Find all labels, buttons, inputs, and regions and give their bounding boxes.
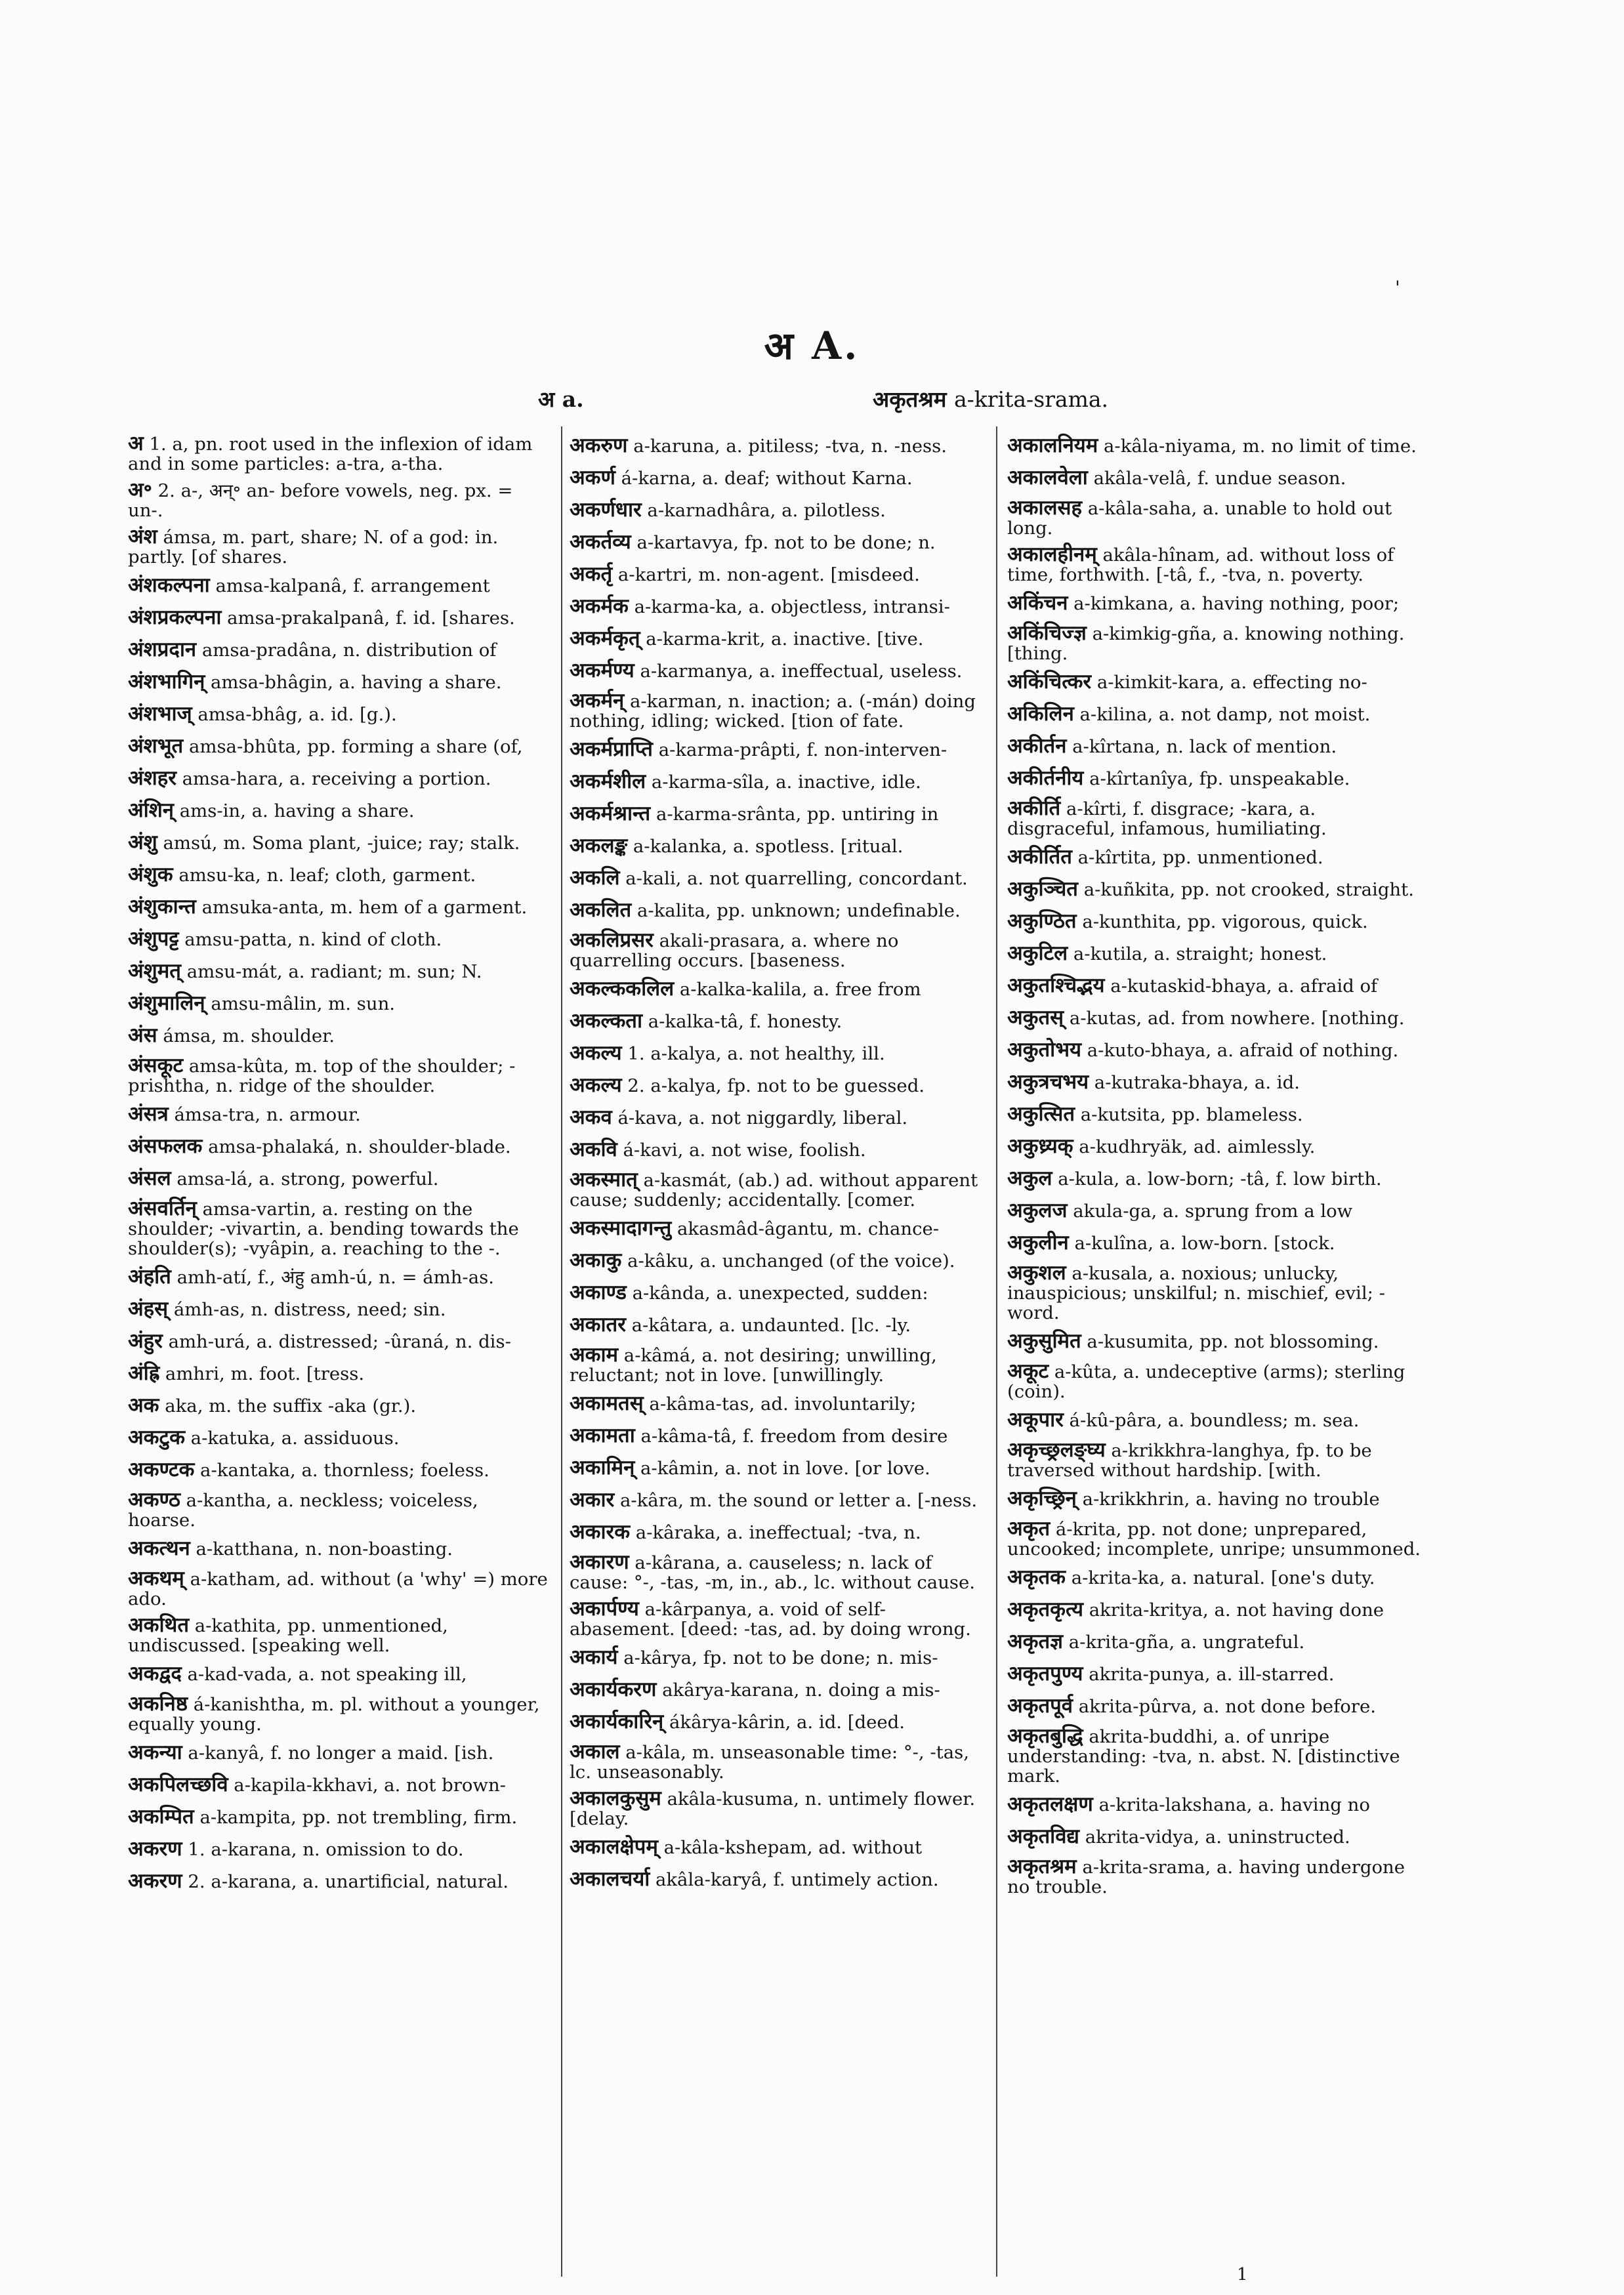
entry-headword: अकृतश्रम [1007,1855,1077,1878]
entry-headword: अकस्मादागन्तु [570,1216,672,1240]
entry-headword: अकलि [570,866,620,890]
dictionary-entry: अंहुर amh-urá, a. distressed; -ûraná, n. dis- [128,1329,511,1353]
dictionary-entry: अंशहर amsa-hara, a. receiving a portion. [128,766,491,790]
entry-headword: अकरण [128,1837,182,1861]
entry-headword: अंशु [128,831,157,854]
dictionary-entry: अकरण 2. a-karana, a. unartificial, natural. [128,1869,509,1893]
dictionary-entry: अकल्कता a-kalka-tâ, f. honesty. [570,1009,843,1033]
dictionary-entry: अकल्य 1. a-kalya, a. not healthy, ill. [570,1041,885,1065]
dictionary-entry: अकृतक a-krita-ka, a. natural. [one's duty. [1007,1565,1375,1589]
dictionary-entry: अकृतपूर्व akrita-pûrva, a. not done before. [1007,1694,1376,1718]
entry-headword: अकामतस् [570,1392,644,1415]
entry-headword: अकनिष्ठ [128,1692,188,1716]
entry-headword: अंहुर [128,1329,163,1353]
entry-headword: अकरण [128,1869,182,1893]
entry-headword: अकम्पित [128,1805,194,1829]
entry-headword: अकुटिल [1007,941,1068,965]
entry-headword: अकुलज [1007,1199,1068,1222]
dictionary-entry: अकटुक a-katuka, a. assiduous. [128,1426,400,1449]
dictionary-entry: अकुशल a-kusala, a. noxious; unlucky, inauspicious; unskilful; n. mischief, evil; -word. [1007,1261,1385,1323]
dictionary-entry: अकुसुमित a-kusumita, pp. not blossoming. [1007,1329,1379,1353]
dictionary-entry: अंशुकान्त amsuka-anta, m. hem of a garment. [128,895,528,919]
dictionary-entry: अकृतबुद्धि akrita-buddhi, a. of unripe understanding: -tva, n. abst. N. [distinctive mark. [1007,1724,1400,1787]
entry-headword: अकालहीनम् [1007,543,1097,566]
headword-right-latin: a-krita-srama. [953,386,1109,412]
entry-headword: अंसफलक [128,1134,203,1158]
dictionary-entry: अकर्मन् a-karman, n. inaction; a. (-mán) doing nothing, idling; wicked. [tion of fate. [570,689,976,732]
dictionary-entry: अकद्वद a-kad-vada, a. not speaking ill, [128,1662,467,1685]
column-3 [1007,430,1427,1899]
entry-headword: अकृच्छ्रलङ्घ्य [1007,1438,1106,1462]
entry-headword: अकथित [128,1613,189,1637]
dictionary-entry: अकुण्ठित a-kunthita, pp. vigorous, quick. [1007,909,1368,933]
entry-headword: अंसवर्तिन् [128,1197,197,1220]
entry-headword: अंसल [128,1167,171,1190]
entry-headword: अकालनियम [1007,434,1098,457]
entry-headword: अंशभाज् [128,702,192,726]
entry-headword: अकर्तव्य [570,530,631,554]
entry-headword: अंशुक [128,863,173,886]
entry-headword: अंसत्र [128,1102,169,1126]
dictionary-entry: अकीर्तित a-kîrtita, pp. unmentioned. [1007,845,1323,869]
entry-headword: अ [128,432,144,455]
entry-headword: अकल्कता [570,1009,642,1033]
entry-headword: अकुशल [1007,1261,1066,1285]
entry-headword: अकुलीन [1007,1231,1069,1254]
entry-headword: अकालचर्या [570,1867,650,1891]
dictionary-entry: अकार्पण्य a-kârpanya, a. void of self-abasement. [deed: -tas, ad. by doing wrong. [570,1597,971,1640]
dictionary-entry: अंशभूत amsa-bhûta, pp. forming a share (of, [128,734,523,758]
dictionary-entry: अ 1. a, pn. root used in the inflexion of idam and in some particles: a-tra, a-tha. [128,432,533,474]
entry-headword: अकीर्तित [1007,845,1072,869]
entry-headword: अकातर [570,1313,626,1336]
dictionary-entry: अकार्यकरण akârya-karana, n. doing a mis- [570,1678,940,1701]
dictionary-entry: अंसकूट amsa-kûta, m. top of the shoulder; -prishtha, n. ridge of the shoulder. [128,1054,516,1096]
dictionary-entry: अकालनियम a-kâla-niyama, m. no limit of time. [1007,434,1417,457]
dictionary-entry: अकलित a-kalita, pp. unknown; undefinable. [570,898,961,922]
dictionary-entry: अकव á-kava, a. not niggardly, liberal. [570,1106,908,1129]
entry-headword: अकाल [570,1740,620,1764]
entry-headword: अकर्मश्रान्त [570,802,651,825]
dictionary-entry: अकूपार á-kû-pâra, a. boundless; m. sea. [1007,1408,1360,1432]
stray-mark: ' [1395,277,1400,299]
entry-headword: अकल्ककलिल [570,977,675,1001]
entry-headword: अंशभागिन् [128,670,205,693]
column-rule [996,426,997,2277]
entry-headword: अंशुमालिन् [128,991,205,1015]
entry-headword: अकपिलच्छवि [128,1773,228,1796]
dictionary-entry: अकामिन् a-kâmin, a. not in love. [or love. [570,1456,930,1479]
entry-headword: अंशुपट्ट [128,927,179,951]
dictionary-entry: अंशिन् ams-in, a. having a share. [128,798,415,822]
entry-headword: अकुल [1007,1167,1052,1190]
entry-headword: अकर्मण्य [570,659,635,682]
dictionary-entry: अकलि a-kali, a. not quarrelling, concordant. [570,866,968,890]
dictionary-entry: अकृच्छ्रिन् a-krikkhrin, a. having no trouble [1007,1487,1380,1510]
entry-headword: अंहस् [128,1297,169,1321]
entry-headword: अकण्टक [128,1458,195,1481]
dictionary-entry: अकिंचिज्ज्ञ a-kimkig-gña, a. knowing nothing. [thing. [1007,621,1405,664]
dictionary-entry: अकीर्तनीय a-kîrtanîya, fp. unspeakable. [1007,766,1350,790]
entry-headword: अकालसह [1007,496,1082,520]
entry-headword: अकर्मन् [570,689,625,713]
dictionary-entry: अकालक्षेपम् a-kâla-kshepam, ad. without [570,1835,923,1859]
dictionary-entry: अकाम a-kâmá, a. not desiring; unwilling, reluctant; not in love. [unwillingly. [570,1343,937,1386]
dictionary-entry: अंसफलक amsa-phalaká, n. shoulder-blade. [128,1134,511,1158]
dictionary-entry: अकृच्छ्रलङ्घ्य a-krikkhra-langhya, fp. to be traversed without hardship. [with. [1007,1438,1372,1481]
dictionary-entry: अंसवर्तिन् amsa-vartin, a. resting on the shoulder; -vivartin, a. bending towards the shoulder(s); -vyâpin, a. reaching to the -. [128,1197,519,1259]
entry-headword: अकाम [570,1343,619,1367]
entry-headword: अकव [570,1106,612,1129]
dictionary-entry: अकर्मण्य a-karmanya, a. ineffectual, useless. [570,659,963,682]
entry-headword: अकिंचिज्ज्ञ [1007,621,1087,645]
dictionary-entry: अकीर्तन a-kîrtana, n. lack of mention. [1007,734,1337,758]
dictionary-entry: अकुतोभय a-kuto-bhaya, a. afraid of nothing. [1007,1038,1399,1062]
dictionary-entry: अंसल amsa-lá, a. strong, powerful. [128,1167,439,1190]
dictionary-entry: अक aka, m. the suffix -aka (gr.). [128,1394,417,1417]
entry-headword: अकुञ्चित [1007,877,1078,901]
dictionary-entry: अकुत्सित a-kutsita, pp. blameless. [1007,1102,1303,1126]
dictionary-entry: अंशुक amsu-ka, n. leaf; cloth, garment. [128,863,476,886]
entry-headword: अकामिन् [570,1456,635,1479]
dictionary-entry: अकीर्ति a-kîrti, f. disgrace; -kara, a. disgraceful, infamous, humiliating. [1007,796,1327,839]
entry-headword: अकीर्तनीय [1007,766,1084,790]
headword-right [873,384,1108,413]
dictionary-entry: अकाकु a-kâku, a. unchanged (of the voice). [570,1249,955,1272]
entry-headword: अकटुक [128,1426,185,1449]
dictionary-entry: अंसत्र ámsa-tra, n. armour. [128,1102,361,1126]
dictionary-entry: अकुध्र्यक् a-kudhryäk, ad. aimlessly. [1007,1134,1316,1158]
dictionary-entry: अकस्मादागन्तु akasmâd-âgantu, m. chance- [570,1216,940,1240]
dictionary-entry: अकुत्रचभय a-kutraka-bhaya, a. id. [1007,1070,1300,1094]
entry-headword: अकुतस् [1007,1006,1064,1029]
dictionary-entry: अकृत á-krita, pp. not done; unprepared, uncooked; incomplete, unripe; unsummoned. [1007,1517,1421,1560]
entry-headword: अकलङ्क [570,834,628,858]
entry-headword: अकल्य [570,1073,622,1097]
dictionary-entry: अकार a-kâra, m. the sound or letter a. [-ness. [570,1488,978,1512]
entry-headword: अकालवेला [1007,466,1088,489]
entry-headword: अकुतोभय [1007,1038,1081,1062]
entry-headword: अकुध्र्यक् [1007,1134,1073,1158]
headword-right-devanagari: अकृतश्रम [873,386,947,412]
dictionary-entry: अंशु amsú, m. Soma plant, -juice; ray; stalk. [128,831,520,854]
page-number: 1 [1237,2265,1248,2285]
entry-headword: अकृतकृत्य [1007,1598,1083,1621]
dictionary-entry: अकार्य a-kârya, fp. not to be done; n. mis- [570,1645,938,1669]
dictionary-entry: अंशकल्पना amsa-kalpanâ, f. arrangement [128,573,490,597]
entry-headword: अ॰ [128,478,152,502]
column-rule [561,426,562,2277]
dictionary-entry: अंश ámsa, m. part, share; N. of a god: in. partly. [of shares. [128,525,499,568]
entry-headword: अंशप्रकल्पना [128,606,222,629]
dictionary-entry: अकर्तव्य a-kartavya, fp. not to be done; n. [570,530,936,554]
page-title: अ A. [764,323,860,368]
dictionary-entry: अकिंचित्कर a-kimkit-kara, a. effecting no- [1007,670,1367,693]
dictionary-entry: अकूट a-kûta, a. undeceptive (arms); sterling (coin). [1007,1359,1405,1402]
dictionary-entry: अंशप्रदान amsa-pradâna, n. distribution of [128,638,497,661]
entry-headword: अकथम् [128,1567,184,1590]
entry-headword: अकुतश्चिद्भय [1007,974,1105,997]
entry-headword: अकवि [570,1138,617,1161]
dictionary-entry: अकल्ककलिल a-kalka-kalila, a. free from [570,977,921,1001]
entry-headword: अकिंचन [1007,591,1068,615]
entry-headword: अकन्या [128,1741,182,1764]
dictionary-entry: अकुतश्चिद्भय a-kutaskid-bhaya, a. afraid of [1007,974,1378,997]
column-2 [570,430,989,1895]
entry-headword: अंहति [128,1265,171,1289]
dictionary-entry: अकपिलच्छवि a-kapila-kkhavi, a. not brown- [128,1773,506,1796]
entry-headword: अकालक्षेपम् [570,1835,658,1859]
entry-headword: अकृतज्ञ [1007,1630,1064,1653]
dictionary-entry: अकथम् a-katham, ad. without (a 'why' =) more ado. [128,1567,548,1609]
entry-headword: अकीर्तन [1007,734,1067,758]
entry-headword: अकर्णधार [570,498,642,522]
dictionary-entry: अकातर a-kâtara, a. undaunted. [lc. -ly. [570,1313,911,1336]
dictionary-entry: अकामता a-kâma-tâ, f. freedom from desire [570,1424,948,1447]
dictionary-entry: अकल्य 2. a-kalya, fp. not to be guessed. [570,1073,925,1097]
dictionary-entry: अंशभागिन् amsa-bhâgin, a. having a share. [128,670,502,693]
entry-headword: अकृत [1007,1517,1051,1540]
dictionary-entry: अकार्यकारिन् ákârya-kârin, a. id. [deed. [570,1710,906,1733]
entry-headword: अकार्यकरण [570,1678,657,1701]
dictionary-entry: अकर्मप्राप्ति a-karma-prâpti, f. non-interven- [570,737,947,761]
entry-headword: अकण्ठ [128,1488,180,1512]
entry-headword: अकर्मकृत् [570,627,640,650]
entry-headword: अकारक [570,1520,631,1544]
entry-headword: अकारण [570,1550,629,1574]
dictionary-entry: अकुल a-kula, a. low-born; -tâ, f. low birth. [1007,1167,1382,1190]
entry-headword: अकार्यकारिन् [570,1710,664,1733]
entry-headword: अकूट [1007,1359,1049,1383]
dictionary-entry: अकामतस् a-kâma-tas, ad. involuntarily; [570,1392,917,1415]
entry-headword: अकस्मात् [570,1168,638,1191]
column-1 [128,430,548,1897]
entry-headword: अकिंचित्कर [1007,670,1092,693]
entry-headword: अकार्य [570,1645,618,1669]
dictionary-entry: अकरण 1. a-karana, n. omission to do. [128,1837,464,1861]
dictionary-entry: अकन्या a-kanyâ, f. no longer a maid. [ish. [128,1741,494,1764]
dictionary-entry: अकरुण a-karuna, a. pitiless; -tva, n. -ness. [570,434,947,457]
dictionary-entry: अकण्टक a-kantaka, a. thornless; foeless. [128,1458,489,1481]
dictionary-entry: अकृतज्ञ a-krita-gña, a. ungrateful. [1007,1630,1305,1653]
entry-headword: अकार्पण्य [570,1597,639,1621]
entry-headword: अकाण्ड [570,1281,627,1304]
dictionary-entry: अकालसह a-kâla-saha, a. unable to hold out long. [1007,496,1392,539]
dictionary-entry: अंस ámsa, m. shoulder. [128,1023,335,1047]
dictionary-entry: अकुञ्चित a-kuñkita, pp. not crooked, straight. [1007,877,1414,901]
entry-headword: अकाकु [570,1249,622,1272]
dictionary-entry: अकत्थन a-katthana, n. non-boasting. [128,1537,453,1560]
dictionary-entry: अकर्मश्रान्त a-karma-srânta, pp. untiring in [570,802,939,825]
entry-headword: अकल्य [570,1041,622,1065]
dictionary-entry: अकर्मशील a-karma-sîla, a. inactive, idle. [570,770,921,793]
entry-headword: अकृच्छ्रिन् [1007,1487,1077,1510]
dictionary-entry: अकालचर्या akâla-karyâ, f. untimely action. [570,1867,939,1891]
dictionary-entry: अकनिष्ठ á-kanishtha, m. pl. without a younger, equally young. [128,1692,540,1735]
entry-headword: अकृतबुद्धि [1007,1724,1083,1748]
dictionary-entry: अंशप्रकल्पना amsa-prakalpanâ, f. id. [shares. [128,606,515,629]
dictionary-entry: अकर्तृ a-kartri, m. non-agent. [misdeed. [570,562,920,586]
dictionary-entry: अकुतस् a-kutas, ad. from nowhere. [nothing. [1007,1006,1405,1029]
dictionary-entry: अकाल a-kâla, m. unseasonable time: °-, -tas, lc. unseasonably. [570,1740,969,1783]
entry-headword: अक [128,1394,159,1417]
dictionary-entry: अंहस् ámh-as, n. distress, need; sin. [128,1297,446,1321]
dictionary-entry: अकवि á-kavi, a. not wise, foolish. [570,1138,866,1161]
entry-headword: अकामता [570,1424,635,1447]
dictionary-entry: अकृतकृत्य akrita-kritya, a. not having done [1007,1598,1385,1621]
dictionary-entry: अंशभाज् amsa-bhâg, a. id. [g.). [128,702,397,726]
entry-headword: अकृतविद्य [1007,1825,1079,1848]
entry-headword: अकर्मप्राप्ति [570,737,653,761]
dictionary-entry: अकारण a-kârana, a. causeless; n. lack of cause: °-, -tas, -m, in., ab., lc. without cause. [570,1550,976,1593]
entry-headword: अंशप्रदान [128,638,197,661]
entry-headword: अंशभूत [128,734,184,758]
dictionary-entry: अंशुपट्ट amsu-patta, n. kind of cloth. [128,927,442,951]
dictionary-entry: अकम्पित a-kampita, pp. not trembling, firm. [128,1805,518,1829]
dictionary-entry: अकण्ठ a-kantha, a. neckless; voiceless, hoarse. [128,1488,478,1531]
dictionary-entry: अकृतपुण्य akrita-punya, a. ill-starred. [1007,1662,1335,1685]
dictionary-entry: अकुटिल a-kutila, a. straight; honest. [1007,941,1327,965]
dictionary-entry: अकस्मात् a-kasmát, (ab.) ad. without apparent cause; suddenly; accidentally. [comer. [570,1168,978,1210]
entry-headword: अंशहर [128,766,177,790]
entry-headword: अंशिन् [128,798,174,822]
dictionary-entry: अंशुमालिन् amsu-mâlin, m. sun. [128,991,396,1015]
dictionary-entry: अकलिप्रसर akali-prasara, a. where no quarrelling occurs. [baseness. [570,928,899,971]
dictionary-entry: अकिलिन a-kilina, a. not damp, not moist. [1007,702,1371,726]
dictionary-entry: अकाण्ड a-kânda, a. unexpected, sudden: [570,1281,928,1304]
entry-headword: अंस [128,1023,157,1047]
dictionary-entry: अकालकुसुम akâla-kusuma, n. untimely flower. [delay. [570,1787,976,1829]
dictionary-entry: अकर्ण á-karna, a. deaf; without Karna. [570,466,913,489]
entry-headword: अकर्ण [570,466,615,489]
dictionary-entry: अकलङ्क a-kalanka, a. spotless. [ritual. [570,834,904,858]
dictionary-entry: अकृतश्रम a-krita-srama, a. having undergone no trouble. [1007,1855,1405,1897]
entry-headword: अंशुकान्त [128,895,196,919]
dictionary-entry: अकर्णधार a-karnadhâra, a. pilotless. [570,498,886,522]
entry-headword: अकत्थन [128,1537,190,1560]
entry-headword: अकलिप्रसर [570,928,654,952]
dictionary-entry: अकालहीनम् akâla-hînam, ad. without loss of time, forthwith. [-tâ, f., -tva, n. poverty. [1007,543,1394,585]
entry-headword: अकीर्ति [1007,796,1061,820]
entry-headword: अकृतपुण्य [1007,1662,1083,1685]
dictionary-entry: अकारक a-kâraka, a. ineffectual; -tva, n. [570,1520,921,1544]
entry-headword: अंह्रि [128,1361,160,1385]
dictionary-entry: अंशुमत् amsu-mát, a. radiant; m. sun; N. [128,959,482,983]
entry-headword: अकर्तृ [570,562,613,586]
dictionary-entry: अकुलज akula-ga, a. sprung from a low [1007,1199,1353,1222]
entry-headword: अकूपार [1007,1408,1064,1432]
entry-headword: अंशुमत् [128,959,181,983]
dictionary-entry: अकृतलक्षण a-krita-lakshana, a. having no [1007,1792,1370,1816]
entry-headword: अंश [128,525,157,548]
dictionary-entry: अकिंचन a-kimkana, a. having nothing, poor; [1007,591,1400,615]
entry-headword: अंसकूट [128,1054,184,1077]
entry-headword: अकृतपूर्व [1007,1694,1073,1718]
entry-headword: अकृतलक्षण [1007,1792,1093,1816]
dictionary-entry: अकालवेला akâla-velâ, f. undue season. [1007,466,1346,489]
headword-left: अ a. [538,386,584,412]
entry-headword: अकार [570,1488,615,1512]
dictionary-entry: अकृतविद्य akrita-vidya, a. uninstructed. [1007,1825,1350,1848]
dictionary-entry: अकर्मकृत् a-karma-krit, a. inactive. [tive. [570,627,924,650]
dictionary-entry: अकुलीन a-kulîna, a. low-born. [stock. [1007,1231,1335,1254]
entry-headword: अकर्मशील [570,770,646,793]
dictionary-entry: अ॰ 2. a-, अन्॰ an- before vowels, neg. px. = un-. [128,478,513,521]
entry-headword: अकलित [570,898,632,922]
dictionary-entry: अकर्मक a-karma-ka, a. objectless, intransi- [570,594,950,618]
entry-headword: अकृतक [1007,1565,1066,1589]
entry-headword: अकद्वद [128,1662,182,1685]
dictionary-entry: अंह्रि amhri, m. foot. [tress. [128,1361,365,1385]
dictionary-entry: अकथित a-kathita, pp. unmentioned, undiscussed. [speaking well. [128,1613,448,1656]
entry-headword: अकरुण [570,434,628,457]
entry-headword: अकुत्रचभय [1007,1070,1089,1094]
entry-headword: अकुसुमित [1007,1329,1081,1353]
dictionary-entry: अंहति amh-atí, f., अंहु amh-ú, n. = ámh-as. [128,1265,494,1289]
entry-headword: अंशकल्पना [128,573,210,597]
entry-headword: अकुत्सित [1007,1102,1075,1126]
entry-headword: अकिलिन [1007,702,1074,726]
entry-headword: अकुण्ठित [1007,909,1077,933]
entry-headword: अकालकुसुम [570,1787,661,1810]
entry-headword: अकर्मक [570,594,629,618]
